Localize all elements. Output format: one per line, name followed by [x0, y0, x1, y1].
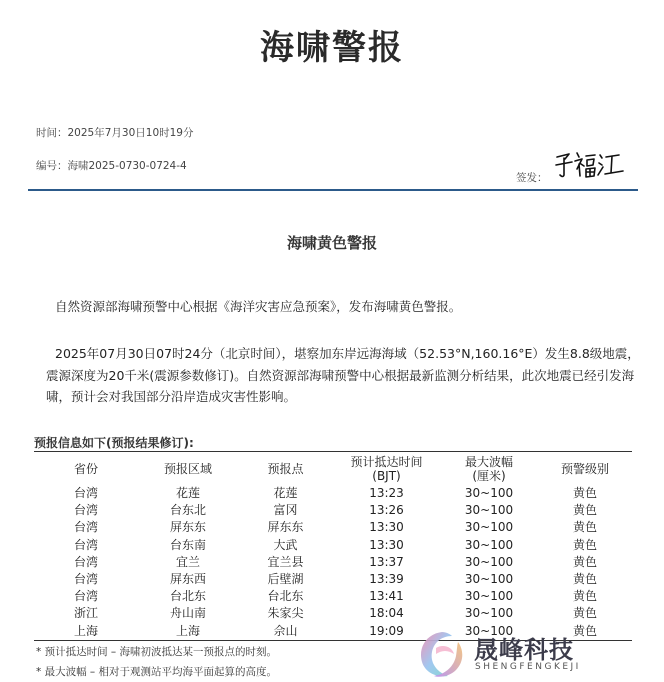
- cell-arrival: 19:09: [369, 623, 404, 638]
- cell-point: 富冈: [273, 503, 298, 518]
- bulletin-paragraph-2: 2025年07月30日07时24分（北京时间），堪察加东岸远海海域（52.53°N,160.16°E）发生8.8级地震，震源深度为20千米(震源参数修订)。自然资源部海啸预警中心根据最新监测分析结果，此次地震已经引发海啸，预计会对我国部分沿岸造成灾害性影响。: [46, 346, 640, 404]
- cell-province: 浙江: [73, 606, 98, 621]
- cell-arrival: 13:37: [369, 554, 404, 569]
- bulletin-number: 编号：海啸2025-0730-0724-4: [36, 160, 187, 172]
- page-title: 海啸警报: [260, 28, 404, 68]
- cell-level: 黄色: [572, 486, 597, 501]
- table-row: [34, 502, 632, 519]
- cell-province: 台湾: [73, 486, 98, 501]
- cell-level: 黄色: [572, 554, 597, 569]
- cell-arrival: 13:23: [369, 486, 404, 501]
- table-row: [34, 537, 632, 554]
- col-region: 预报区域: [163, 462, 212, 476]
- table-row: [34, 554, 632, 571]
- col-wave: [440, 453, 538, 485]
- cell-region: 屏东东: [169, 520, 206, 535]
- col-point: 预报点: [267, 462, 304, 476]
- cell-level: 黄色: [572, 520, 597, 535]
- cell-province: 台湾: [73, 589, 98, 604]
- cell-level: 黄色: [572, 537, 597, 552]
- bulletin-subtitle: 海啸黄色警报: [286, 234, 377, 252]
- col-wave-line1: 最大波幅: [464, 455, 513, 469]
- table-row: [34, 519, 632, 536]
- cell-wave: 30~100: [464, 606, 514, 621]
- col-arrival: [333, 453, 440, 485]
- cell-province: 上海: [73, 623, 98, 638]
- cell-arrival: 13:30: [369, 520, 404, 535]
- table-row: [34, 605, 632, 622]
- cell-region: 台北东: [169, 589, 206, 604]
- signature-image: [553, 145, 629, 185]
- cell-wave: 30~100: [464, 520, 514, 535]
- cell-region: 花莲: [175, 486, 200, 501]
- cell-region: 台东北: [169, 503, 206, 518]
- cell-point: 台北东: [267, 589, 304, 604]
- cell-province: 台湾: [73, 503, 98, 518]
- issue-time: 时间：2025年7月30日10时19分: [36, 127, 194, 139]
- col-province: 省份: [73, 462, 98, 476]
- forecast-table: [34, 453, 632, 640]
- cell-region: 宜兰: [175, 554, 200, 569]
- cell-wave: 30~100: [464, 486, 514, 501]
- forecast-heading: 预报信息如下(预报结果修订):: [34, 436, 194, 450]
- cell-level: 黄色: [572, 589, 597, 604]
- table-row: [34, 588, 632, 605]
- table-top-border: [34, 451, 632, 452]
- cell-point: 宜兰县: [267, 554, 304, 569]
- cell-region: 上海: [175, 623, 200, 638]
- cell-point: 佘山: [273, 623, 298, 638]
- cell-point: 屏东东: [267, 520, 304, 535]
- cell-point: 花莲: [273, 486, 298, 501]
- cell-wave: 30~100: [464, 503, 514, 518]
- bulletin-paragraph-1: 自然资源部海啸预警中心根据《海洋灾害应急预案》，发布海啸黄色警报。: [55, 299, 462, 314]
- cell-level: 黄色: [572, 623, 597, 638]
- cell-region: 舟山南: [169, 606, 206, 621]
- watermark-brand-pinyin: SHENGFENGKEJI: [475, 662, 581, 672]
- footnote-wave: * 最大波幅 – 相对于观测站平均海平面起算的高度。: [36, 666, 278, 678]
- cell-arrival: 13:30: [369, 537, 404, 552]
- cell-level: 黄色: [572, 606, 597, 621]
- cell-arrival: 13:39: [369, 572, 404, 587]
- cell-wave: 30~100: [464, 589, 514, 604]
- header-divider: [28, 189, 638, 191]
- signer-label: 签发：: [516, 172, 548, 184]
- cell-point: 大武: [273, 537, 298, 552]
- col-arrival-line2: (BJT): [372, 469, 401, 483]
- col-level: 预警级别: [560, 462, 609, 476]
- cell-arrival: 13:26: [369, 503, 404, 518]
- cell-province: 台湾: [73, 520, 98, 535]
- col-arrival-line1: 预计抵达时间: [350, 455, 423, 469]
- watermark-brand: 晟峰科技: [474, 636, 574, 664]
- table-header-row: [34, 453, 632, 485]
- cell-level: 黄色: [572, 503, 597, 518]
- cell-province: 台湾: [73, 572, 98, 587]
- table-row: [34, 571, 632, 588]
- table-row: [34, 485, 632, 502]
- cell-wave: 30~100: [464, 623, 514, 638]
- cell-province: 台湾: [73, 554, 98, 569]
- cell-arrival: 13:41: [369, 589, 404, 604]
- col-wave-line2: (厘米): [472, 469, 506, 483]
- cell-point: 后壁湖: [267, 572, 304, 587]
- cell-arrival: 18:04: [369, 606, 404, 621]
- cell-province: 台湾: [73, 537, 98, 552]
- cell-wave: 30~100: [464, 537, 514, 552]
- cell-wave: 30~100: [464, 554, 514, 569]
- cell-region: 台东南: [169, 537, 206, 552]
- cell-point: 朱家尖: [267, 606, 304, 621]
- footnote-arrival: * 预计抵达时间 – 海啸初波抵达某一预报点的时刻。: [36, 646, 278, 658]
- cell-wave: 30~100: [464, 572, 514, 587]
- cell-region: 屏东西: [169, 572, 206, 587]
- cell-level: 黄色: [572, 572, 597, 587]
